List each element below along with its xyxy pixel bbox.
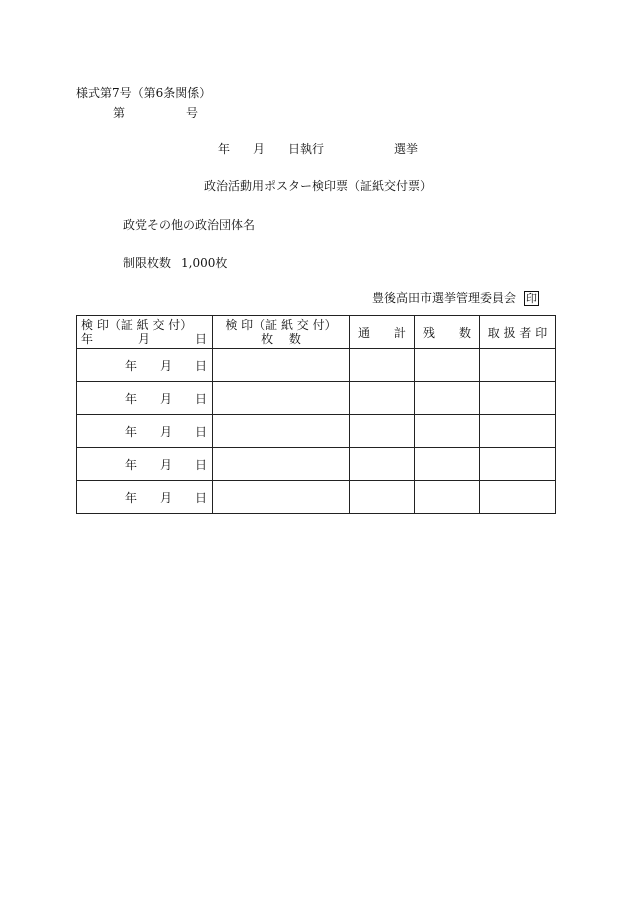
- row-date-cell[interactable]: [77, 415, 213, 448]
- row-year: 年: [124, 391, 137, 406]
- table-row: [77, 349, 556, 382]
- header-month: 月: [137, 332, 150, 346]
- row-handler-seal-cell[interactable]: [480, 481, 556, 514]
- header-stamp-date-line1: 検 印（証 紙 交 付）: [81, 318, 193, 332]
- row-remaining-cell[interactable]: [415, 349, 480, 382]
- row-day: 日: [194, 424, 207, 439]
- row-month: 月: [159, 391, 172, 406]
- limit-label: 制限枚数: [123, 256, 172, 270]
- header-total: 通 計: [350, 316, 415, 349]
- row-month: 月: [159, 457, 172, 472]
- party-name-label: 政党その他の政治団体名: [123, 218, 256, 232]
- election-name: 選挙: [394, 142, 419, 156]
- header-handler-seal: 取 扱 者 印: [480, 316, 556, 349]
- form-number: 様式第7号（第6条関係）: [76, 86, 212, 100]
- document-title: 政治活動用ポスター検印票（証紙交付票）: [204, 179, 433, 193]
- doc-number-prefix: 第: [113, 106, 126, 120]
- row-day: 日: [194, 457, 207, 472]
- row-handler-seal-cell[interactable]: [480, 382, 556, 415]
- row-handler-seal-cell[interactable]: [480, 349, 556, 382]
- header-day: 日: [194, 332, 207, 346]
- election-month: 月: [253, 142, 266, 156]
- row-remaining-cell[interactable]: [415, 448, 480, 481]
- row-total-cell[interactable]: [350, 448, 415, 481]
- row-day: 日: [194, 391, 207, 406]
- header-year: 年: [81, 332, 94, 346]
- table-row: [77, 481, 556, 514]
- row-total-cell[interactable]: [350, 415, 415, 448]
- doc-number-suffix: 号: [186, 106, 199, 120]
- row-remaining-cell[interactable]: [415, 481, 480, 514]
- row-year: 年: [124, 457, 137, 472]
- header-stamp-count-line1: 検 印（証 紙 交 付）: [225, 318, 337, 332]
- table-header: [77, 316, 556, 349]
- row-total-cell[interactable]: [350, 349, 415, 382]
- limit-line: [123, 256, 227, 270]
- row-remaining-cell[interactable]: [415, 382, 480, 415]
- header-stamp-count-line2: 枚 数: [261, 332, 301, 346]
- row-remaining-cell[interactable]: [415, 415, 480, 448]
- table-row: [77, 382, 556, 415]
- row-year: 年: [124, 424, 137, 439]
- row-month: 月: [159, 424, 172, 439]
- row-count-cell[interactable]: [213, 448, 350, 481]
- row-date-cell[interactable]: [77, 382, 213, 415]
- row-month: 月: [159, 490, 172, 505]
- election-date-line: [218, 142, 418, 156]
- limit-value: 1,000枚: [181, 256, 228, 270]
- table-row: [77, 415, 556, 448]
- row-handler-seal-cell[interactable]: [480, 415, 556, 448]
- row-count-cell[interactable]: [213, 481, 350, 514]
- row-count-cell[interactable]: [213, 349, 350, 382]
- table-row: [77, 448, 556, 481]
- election-day: 日執行: [288, 142, 325, 156]
- header-remaining: 残 数: [415, 316, 480, 349]
- election-year: 年: [218, 142, 231, 156]
- committee-name: 豊後高田市選挙管理委員会: [372, 291, 517, 305]
- row-handler-seal-cell[interactable]: [480, 448, 556, 481]
- row-month: 月: [159, 358, 172, 373]
- stamp-table: [76, 315, 556, 514]
- row-day: 日: [194, 358, 207, 373]
- header-stamp-date: [77, 316, 213, 349]
- row-date-cell[interactable]: [77, 448, 213, 481]
- committee: [372, 291, 539, 306]
- row-total-cell[interactable]: [350, 481, 415, 514]
- row-total-cell[interactable]: [350, 382, 415, 415]
- row-year: 年: [124, 358, 137, 373]
- row-count-cell[interactable]: [213, 415, 350, 448]
- seal-stamp: 印: [526, 292, 538, 305]
- row-day: 日: [194, 490, 207, 505]
- header-stamp-count: [213, 316, 350, 349]
- row-date-cell[interactable]: [77, 349, 213, 382]
- row-count-cell[interactable]: [213, 382, 350, 415]
- row-year: 年: [124, 490, 137, 505]
- row-date-cell[interactable]: [77, 481, 213, 514]
